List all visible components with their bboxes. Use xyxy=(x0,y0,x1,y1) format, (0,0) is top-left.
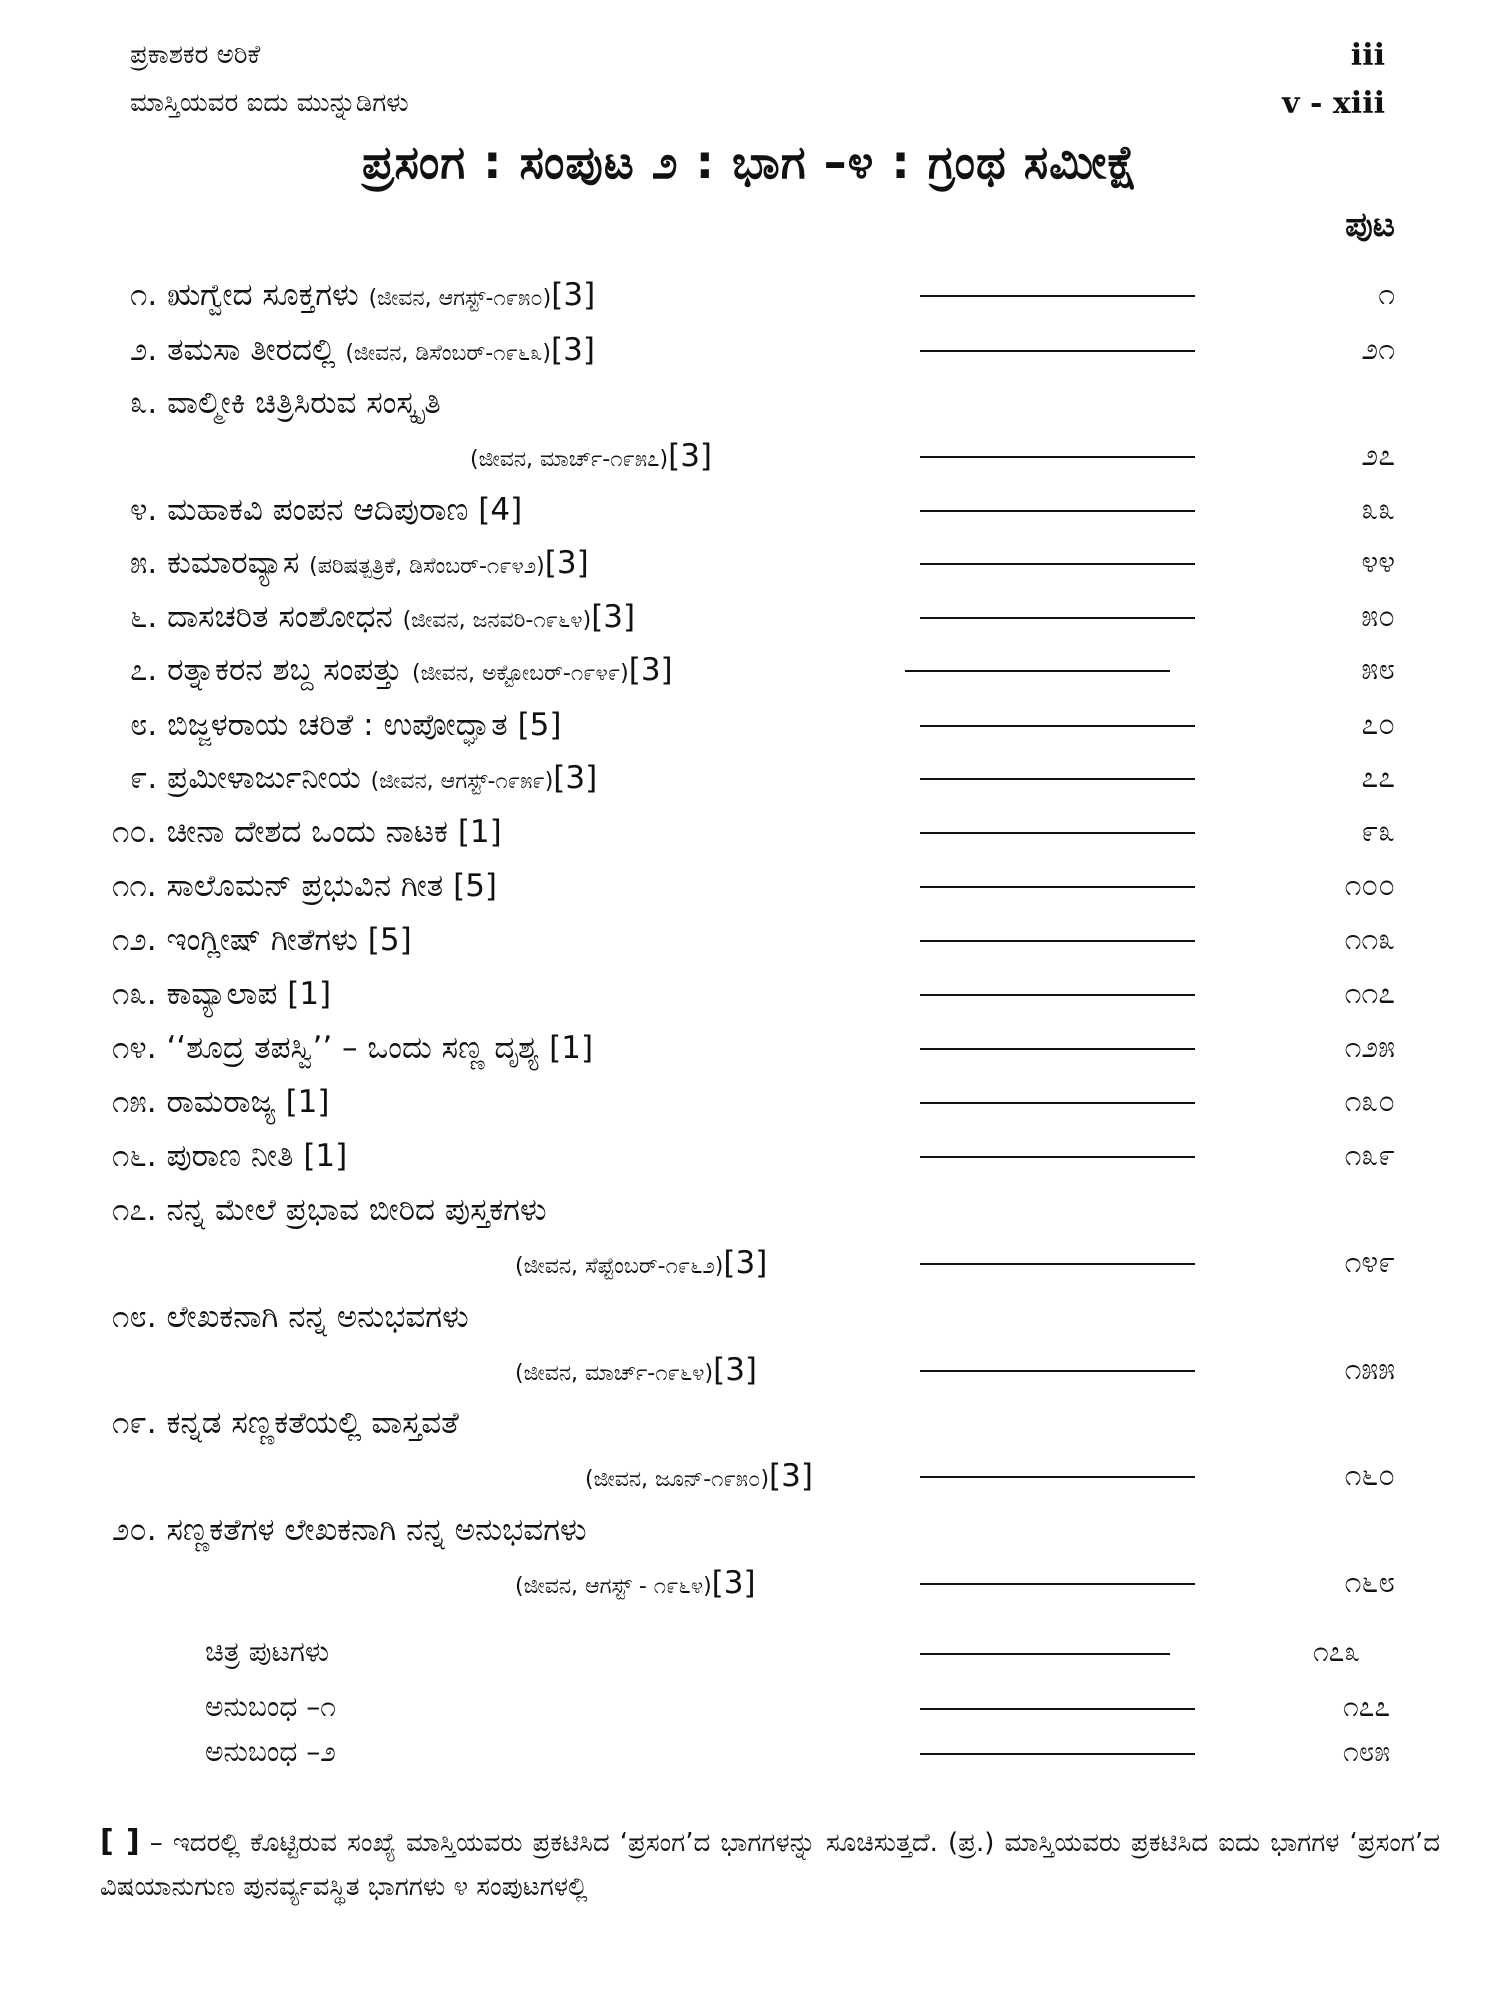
toc-entry-number: ೧೦. xyxy=(112,814,157,850)
dotted-leader xyxy=(920,1653,1170,1655)
toc-entry-page: ೧೪೯ xyxy=(1344,1245,1395,1280)
page-column-label: ಪುಟ xyxy=(1345,205,1395,245)
toc-entry xyxy=(0,490,1500,540)
dotted-leader xyxy=(920,617,1195,619)
toc-entry-number: ೫. xyxy=(130,545,158,581)
footnote xyxy=(100,1820,1440,1909)
front-matter-page-2: v - xiii xyxy=(1282,86,1385,121)
dotted-leader xyxy=(920,1583,1195,1585)
toc-entry-title: ಪ್ರಮೀಳಾರ್ಜುನೀಯ xyxy=(167,760,361,796)
dotted-leader xyxy=(905,670,1170,672)
toc-entry-title-line xyxy=(112,974,331,1014)
toc-entry-number: ೧೧. xyxy=(112,868,157,904)
toc-entry-source-line xyxy=(585,1456,813,1500)
toc-entry-title-line xyxy=(112,920,412,960)
toc-entry-source: (ಜೀವನ, ಆಗಸ್ಟ್-೧೯೫೯) xyxy=(370,769,554,794)
toc-entry-part-tag: [1] xyxy=(457,814,502,850)
toc-entry-title-line xyxy=(130,543,589,587)
toc-entry-title: ಬಿಜ್ಜಳರಾಯ ಚರಿತೆ : ಉಪೋದ್ಘಾತ xyxy=(167,707,508,743)
toc-entry-title: ಮಹಾಕವಿ ಪಂಪನ ಆದಿಪುರಾಣ xyxy=(167,492,469,528)
toc-entry-source: (ಜೀವನ, ಸೆಪ್ಟೆಂಬರ್-೧೯೬೨) xyxy=(515,1254,724,1279)
toc-entry-page: ೯೩ xyxy=(1361,814,1395,849)
dotted-leader xyxy=(920,1476,1195,1478)
toc-entry-number: ೧೯. xyxy=(112,1405,157,1441)
toc-entry-part-tag: [5] xyxy=(453,868,498,904)
toc-entry-title: ತಮಸಾ ತೀರದಲ್ಲಿ xyxy=(167,332,336,368)
toc-entry xyxy=(0,1297,1500,1388)
dotted-leader xyxy=(920,886,1195,888)
toc-entry-title-line xyxy=(112,1028,593,1068)
toc-entry-title: ವಾಲ್ಮೀಕಿ ಚಿತ್ರಿಸಿರುವ ಸಂಸ್ಕೃತಿ xyxy=(167,385,441,421)
toc-entry-title-line xyxy=(112,1297,469,1337)
toc-entry-source: (ಜೀವನ, ಮಾರ್ಚ್-೧೯೫೭) xyxy=(470,447,669,472)
toc-entry-number: ೩. xyxy=(130,385,158,421)
front-matter-title-1: ಪ್ರಕಾಶಕರ ಅರಿಕೆ xyxy=(130,40,261,70)
footnote-bracket: [ ] xyxy=(100,1824,140,1859)
toc-entry-title-line xyxy=(130,758,597,802)
toc-entry xyxy=(0,974,1500,1024)
toc-entry-part-tag: [3] xyxy=(723,1245,768,1281)
toc-entry-number: ೨. xyxy=(130,332,158,368)
toc-entry-source-line xyxy=(515,1243,767,1287)
toc-entry xyxy=(0,705,1500,755)
toc-entry-source: (ಜೀವನ, ಡಿಸೆಂಬರ್-೧೯೬೩) xyxy=(345,341,552,366)
extra-entry-title: ಅನುಬಂಧ –೨ xyxy=(205,1735,336,1768)
toc-entry-title: ‘‘ಶೂದ್ರ ತಪಸ್ವಿ’’ – ಒಂದು ಸಣ್ಣ ದೃಶ್ಯ xyxy=(166,1030,540,1066)
toc-entry-title-line xyxy=(112,1510,587,1550)
toc-entry-part-tag: [1] xyxy=(549,1030,594,1066)
toc-entry-number: ೧೫. xyxy=(112,1084,157,1120)
dotted-leader xyxy=(920,778,1195,780)
toc-entry-part-tag: [1] xyxy=(303,1138,348,1174)
toc-entry xyxy=(0,330,1500,380)
front-matter-title-2: ಮಾಸ್ತಿಯವರ ಐದು ಮುನ್ನುಡಿಗಳು xyxy=(130,88,409,118)
toc-entry-part-tag: [3] xyxy=(769,1458,813,1494)
toc-entry-page: ೭೭ xyxy=(1361,760,1395,795)
toc-entry-part-tag: [3] xyxy=(628,652,673,688)
toc-entry xyxy=(0,1082,1500,1132)
toc-entry-page: ೧೧೭ xyxy=(1344,976,1395,1011)
toc-entry-number: ೧೨. xyxy=(112,922,157,958)
extra-entry-page: ೧೭೭ xyxy=(1342,1690,1390,1723)
toc-entry-page: ೧೦೦ xyxy=(1344,868,1395,903)
toc-entry-title-line xyxy=(112,812,502,852)
toc-entry-source: (ಜೀವನ, ಆಗಸ್ಟ್-೧೯೫೦) xyxy=(368,286,552,311)
toc-entry-part-tag: [3] xyxy=(551,332,595,368)
toc-entry-page: ೧೨೫ xyxy=(1344,1030,1395,1065)
toc-entry xyxy=(0,597,1500,647)
toc-entry-title: ಕನ್ನಡ ಸಣ್ಣಕತೆಯಲ್ಲಿ ವಾಸ್ತವತೆ xyxy=(166,1405,459,1441)
toc-entry-part-tag: [1] xyxy=(285,1084,330,1120)
toc-entry-title: ಇಂಗ್ಲೀಷ್ ಗೀತೆಗಳು xyxy=(166,922,358,958)
toc-entry-title-line xyxy=(112,1190,547,1230)
toc-entry-number: ೭. xyxy=(130,652,158,688)
toc-entry-part-tag: [1] xyxy=(287,976,332,1012)
toc-entry-number: ೬. xyxy=(130,599,158,635)
toc-entry-source: (ಜೀವನ, ಆಗಸ್ಟ್ - ೧೯೬೪) xyxy=(515,1574,712,1599)
toc-entry xyxy=(0,1136,1500,1186)
dotted-leader xyxy=(920,456,1195,458)
toc-entry-title: ಚೀನಾ ದೇಶದ ಒಂದು ನಾಟಕ xyxy=(166,814,448,850)
toc-entry-page: ೧೬೦ xyxy=(1344,1458,1395,1493)
dotted-leader xyxy=(920,725,1195,727)
toc-entry-number: ೮. xyxy=(130,707,158,743)
toc-entry xyxy=(0,383,1500,474)
extra-entry-title: ಚಿತ್ರ ಪುಟಗಳು xyxy=(205,1635,330,1668)
toc-entry-part-tag: [4] xyxy=(478,492,523,528)
dotted-leader xyxy=(920,1370,1195,1372)
toc-entry-title: ಋಗ್ವೇದ ಸೂಕ್ತಗಳು xyxy=(167,277,359,313)
toc-entry-title-line xyxy=(112,1403,459,1443)
dotted-leader xyxy=(920,1753,1195,1755)
toc-entry-title-line xyxy=(112,1136,347,1176)
toc-entry-number: ೯. xyxy=(130,760,158,796)
dotted-leader xyxy=(920,1102,1195,1104)
toc-entry-source: (ಜೀವನ, ಅಕ್ಟೋಬರ್-೧೯೪೯) xyxy=(411,661,629,686)
toc-entry xyxy=(0,1028,1500,1078)
toc-entry xyxy=(0,1403,1500,1494)
toc-entry-title-line xyxy=(112,1082,330,1122)
toc-entry-title: ಲೇಖಕನಾಗಿ ನನ್ನ ಅನುಭವಗಳು xyxy=(166,1299,469,1335)
toc-entry-page: ೨೭ xyxy=(1361,438,1395,473)
toc-entry xyxy=(0,866,1500,916)
toc-entry-number: ೪. xyxy=(130,492,158,528)
toc-entry-number: ೧. xyxy=(130,277,158,313)
toc-entry-title: ರತ್ನಾಕರನ ಶಬ್ದ ಸಂಪತ್ತು xyxy=(167,652,403,688)
toc-entry-page: ೩೩ xyxy=(1361,492,1395,527)
toc-entry-page: ೧೬೮ xyxy=(1344,1565,1395,1600)
front-matter-page-1: iii xyxy=(1350,38,1385,73)
toc-entry-page: ೧೫೫ xyxy=(1344,1352,1395,1387)
toc-entry-part-tag: [3] xyxy=(553,760,598,796)
toc-entry-source: (ಪರಿಷತ್ಪತ್ರಿಕೆ, ಡಿಸೆಂಬರ್-೧೯೪೨) xyxy=(309,554,545,579)
toc-entry-number: ೧೪. xyxy=(112,1030,157,1066)
toc-entry xyxy=(0,543,1500,593)
toc-entry-title-line xyxy=(112,866,497,906)
toc-entry-page: ೨೧ xyxy=(1361,332,1395,367)
toc-entry-title-line xyxy=(130,597,635,641)
extra-entry-page: ೧೭೩ xyxy=(1312,1635,1360,1668)
toc-entry-title: ರಾಮರಾಜ್ಯ xyxy=(166,1084,276,1120)
toc-entry-title: ನನ್ನ ಮೇಲೆ ಪ್ರಭಾವ ಬೀರಿದ ಪುಸ್ತಕಗಳು xyxy=(166,1192,547,1228)
toc-entry-title-line xyxy=(130,650,673,694)
toc-entry-number: ೧೭. xyxy=(112,1192,157,1228)
dotted-leader xyxy=(920,1048,1195,1050)
toc-entry-number: ೧೬. xyxy=(112,1138,157,1174)
toc-entry-title-line xyxy=(130,275,595,319)
toc-entry-title: ಪುರಾಣ ನೀತಿ xyxy=(166,1138,294,1174)
toc-entry xyxy=(0,1190,1500,1281)
toc-entry xyxy=(0,650,1500,700)
toc-entry xyxy=(0,758,1500,808)
toc-entry-title: ಕುಮಾರವ್ಯಾಸ xyxy=(167,545,300,581)
toc-entry-part-tag: [3] xyxy=(591,599,636,635)
toc-entry-number: ೨೦. xyxy=(112,1512,157,1548)
toc-entry-part-tag: [3] xyxy=(551,277,596,313)
toc-entry-title-line xyxy=(130,705,561,745)
toc-entry-title: ದಾಸಚರಿತ ಸಂಶೋಧನ xyxy=(167,599,393,635)
toc-entry-number: ೧೮. xyxy=(112,1299,157,1335)
dotted-leader xyxy=(920,295,1195,297)
dotted-leader xyxy=(920,350,1195,352)
toc-entry-title: ಸಾಲೊಮನ್ ಪ್ರಭುವಿನ ಗೀತ xyxy=(166,868,444,904)
dotted-leader xyxy=(920,1708,1195,1710)
toc-entry xyxy=(0,920,1500,970)
dotted-leader xyxy=(920,994,1195,996)
footnote-text: – ಇದರಲ್ಲಿ ಕೊಟ್ಟಿರುವ ಸಂಖ್ಯೆ ಮಾಸ್ತಿಯವರು ಪ್ರಕಟಿಸಿದ ‘ಪ್ರಸಂಗ’ದ ಭಾಗಗಳನ್ನು ಸೂಚಿಸುತ್ತದೆ. (ಪ್ರ.) ಮಾಸ್ತಿಯವರು ಪ್ರಕಟಿಸಿದ ಐದು ಭಾಗಗಳ ‘ಪ್ರಸಂಗ’ದ ವಿಷಯಾನುಗುಣ ಪುನರ್ವ್ಯವಸ್ಥಿತ ಭಾಗಗಳು ೪ ಸಂಪುಟಗಳಲ್ಲಿ xyxy=(100,1828,1440,1902)
toc-entry-part-tag: [3] xyxy=(544,545,589,581)
toc-entry-page: ೧ xyxy=(1378,277,1395,312)
toc-entry-title-line xyxy=(130,490,522,530)
dotted-leader xyxy=(920,1156,1195,1158)
extra-entry-title: ಅನುಬಂಧ –೧ xyxy=(205,1690,336,1723)
toc-entry-part-tag: [3] xyxy=(668,438,713,474)
toc-entry-title-line xyxy=(130,330,595,374)
toc-entry-page: ೧೧೩ xyxy=(1344,922,1395,957)
toc-entry-part-tag: [5] xyxy=(517,707,562,743)
toc-entry-source: (ಜೀವನ, ಮಾರ್ಚ್-೧೯೬೪) xyxy=(515,1361,714,1386)
toc-entry-source: (ಜೀವನ, ಜೂನ್-೧೯೫೦) xyxy=(585,1467,770,1492)
toc-entry-title: ಸಣ್ಣಕತೆಗಳ ಲೇಖಕನಾಗಿ ನನ್ನ ಅನುಭವಗಳು xyxy=(166,1512,587,1548)
toc-entry-page: ೭೦ xyxy=(1361,707,1395,742)
dotted-leader xyxy=(920,510,1195,512)
dotted-leader xyxy=(920,1263,1195,1265)
dotted-leader xyxy=(920,940,1195,942)
toc-entry-part-tag: [3] xyxy=(711,1565,756,1601)
dotted-leader xyxy=(920,832,1195,834)
toc-entry-source-line xyxy=(470,436,712,480)
toc-entry-page: ೪೪ xyxy=(1361,545,1395,580)
toc-entry xyxy=(0,1510,1500,1601)
toc-entry-source-line xyxy=(515,1563,756,1607)
dotted-leader xyxy=(920,563,1195,565)
extra-entry-page: ೧೮೫ xyxy=(1342,1735,1390,1768)
toc-entry-title-line xyxy=(130,383,441,423)
toc-entry-page: ೫೦ xyxy=(1361,599,1395,634)
toc-entry-page: ೧೩೦ xyxy=(1344,1084,1395,1119)
toc-entry-part-tag: [3] xyxy=(713,1352,758,1388)
toc-entry-source: (ಜೀವನ, ಜನವರಿ-೧೯೬೪) xyxy=(402,608,592,633)
section-heading: ಪ್ರಸಂಗ : ಸಂಪುಟ ೨ : ಭಾಗ –೪ : ಗ್ರಂಥ ಸಮೀಕ್ಷೆ xyxy=(361,135,1139,189)
toc-entry-number: ೧೩. xyxy=(112,976,157,1012)
toc-entry xyxy=(0,812,1500,862)
toc-entry-page: ೧೩೯ xyxy=(1344,1138,1395,1173)
toc-entry-part-tag: [5] xyxy=(367,922,412,958)
toc-entry-title: ಕಾವ್ಯಾಲಾಪ xyxy=(166,976,278,1012)
toc-entry xyxy=(0,275,1500,325)
toc-entry-source-line xyxy=(515,1350,757,1394)
toc-entry-page: ೫೮ xyxy=(1361,652,1395,687)
